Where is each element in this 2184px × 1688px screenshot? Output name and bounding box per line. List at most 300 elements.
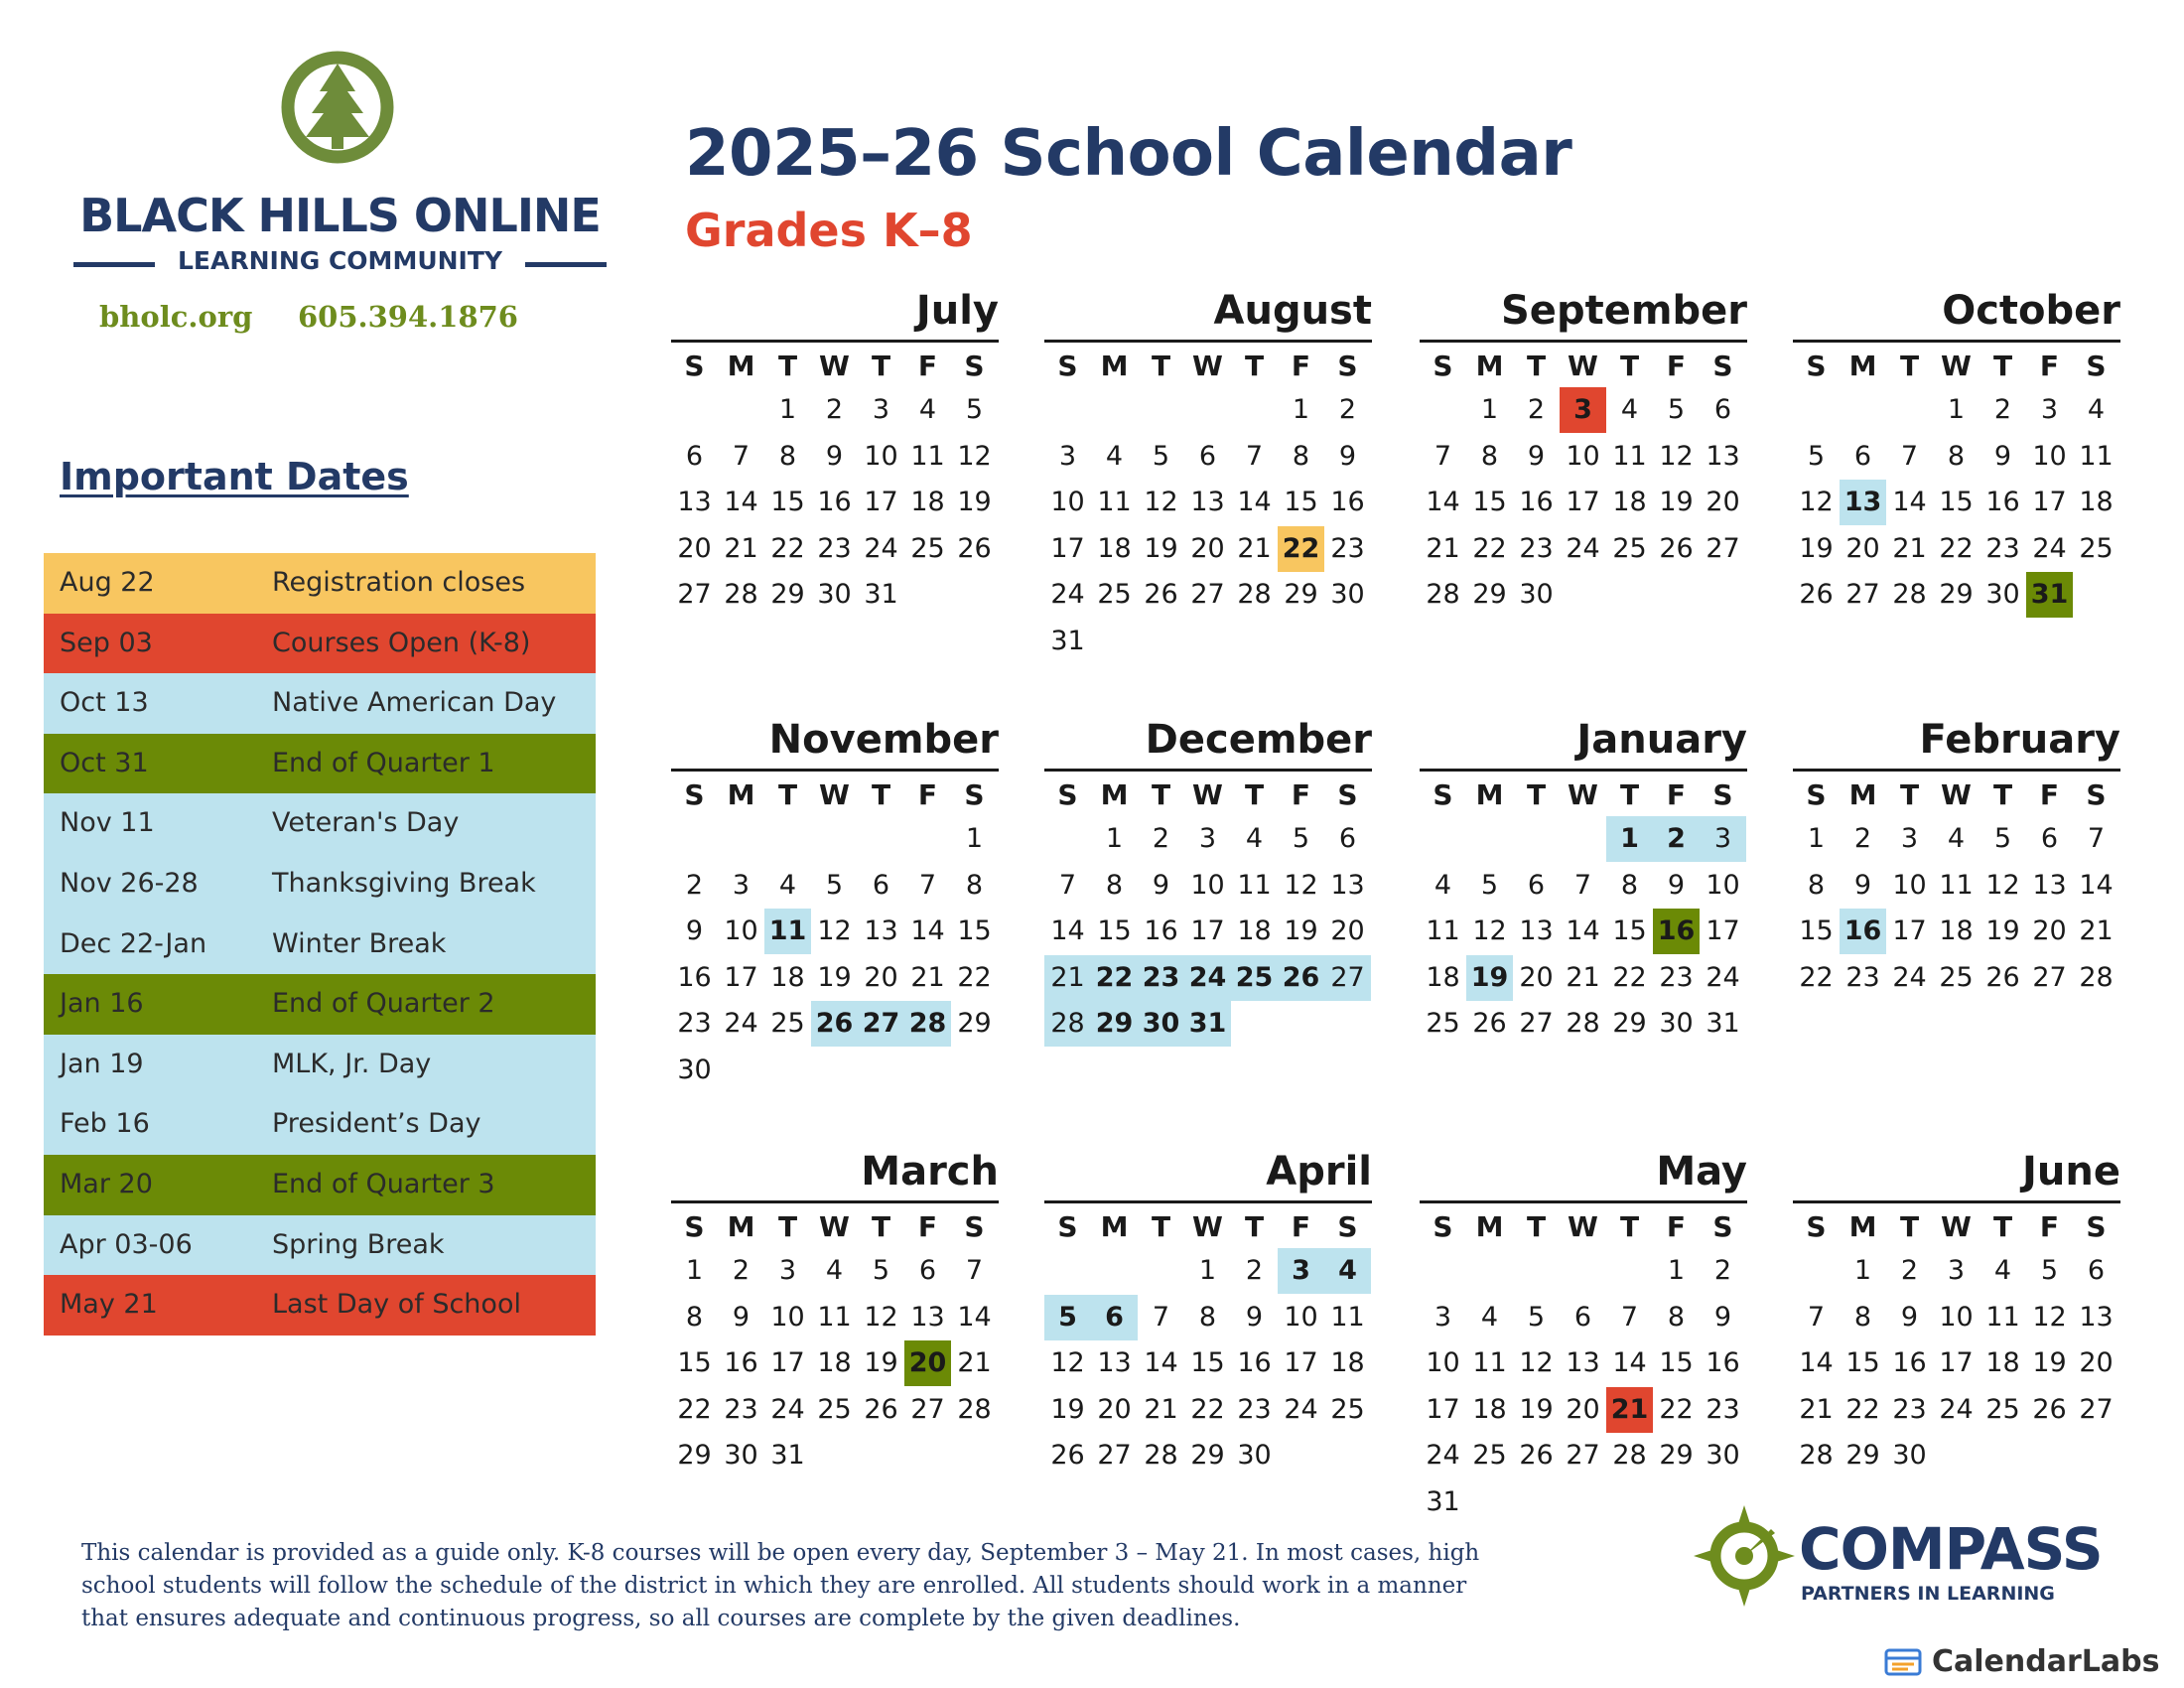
month-name: July (915, 288, 999, 334)
day-cell: 22 (1472, 532, 1507, 564)
day-cell: 2 (1993, 394, 2012, 425)
weekday-label: F (2039, 1210, 2060, 1243)
month-name: September (1501, 288, 1747, 334)
day-cell: 29 (1939, 579, 1974, 610)
weekday-label: S (1057, 350, 1078, 382)
day-cell: 8 (1807, 869, 1826, 901)
day-cell: 22 (957, 961, 992, 993)
day-cell-highlighted: 13 (1840, 480, 1886, 525)
day-cell: 24 (724, 1008, 758, 1039)
weekday-label: M (727, 778, 755, 811)
day-cell: 20 (2079, 1347, 2114, 1378)
weekday-header (671, 773, 999, 818)
day-cell: 23 (1985, 532, 2020, 564)
month-divider (1793, 1200, 2120, 1203)
day-cell: 24 (1566, 532, 1600, 564)
divider-right (525, 262, 607, 267)
weekday-label: F (1666, 350, 1687, 382)
day-cell: 1 (1807, 823, 1826, 854)
day-cell: 17 (2032, 487, 2067, 517)
day-cell: 24 (1050, 579, 1085, 610)
day-cell: 25 (1472, 1440, 1507, 1471)
day-cell: 3 (1058, 440, 1077, 472)
day-cell: 20 (1519, 961, 1554, 993)
day-cell: 26 (1144, 579, 1178, 610)
day-cell: 11 (2079, 440, 2114, 472)
day-cell: 16 (1706, 1347, 1740, 1378)
day-cell: 12 (1050, 1347, 1085, 1378)
day-cell: 24 (864, 532, 898, 564)
day-cell: 27 (2032, 961, 2067, 993)
day-cell: 10 (1706, 869, 1740, 901)
day-cell: 7 (732, 440, 751, 472)
day-cell: 13 (1566, 1347, 1600, 1378)
day-cell: 11 (1939, 869, 1974, 901)
day-cell: 23 (1659, 961, 1694, 993)
weekday-header (671, 1204, 999, 1250)
day-cell-highlighted: 21 (1044, 955, 1091, 1001)
important-date-description: Last Day of School (272, 1289, 521, 1321)
weekday-label: F (2039, 350, 2060, 382)
day-cell: 23 (1706, 1393, 1740, 1425)
day-cell: 5 (1527, 1301, 1546, 1333)
day-cell: 5 (1993, 823, 2012, 854)
day-cell: 12 (1472, 915, 1507, 946)
day-cell: 27 (677, 579, 712, 610)
weekday-label: F (1666, 1210, 1687, 1243)
day-cell: 20 (1330, 915, 1365, 946)
day-cell: 4 (1433, 869, 1452, 901)
day-cell: 11 (1426, 915, 1460, 946)
day-cell: 31 (1426, 1485, 1460, 1517)
weekday-label: S (1057, 778, 1078, 811)
day-cell: 30 (1519, 579, 1554, 610)
day-cell: 15 (1939, 487, 1974, 517)
day-cell: 1 (1105, 823, 1124, 854)
day-cell-highlighted: 3 (1560, 387, 1606, 433)
compass-icon (1692, 1503, 1797, 1609)
day-cell: 28 (724, 579, 758, 610)
day-cell: 19 (1284, 915, 1318, 946)
day-cell: 6 (872, 869, 890, 901)
weekday-header (1420, 344, 1747, 389)
day-cell: 7 (965, 1255, 984, 1286)
weekday-label: S (1806, 778, 1827, 811)
weekday-label: M (1100, 350, 1129, 382)
day-cell: 11 (817, 1301, 852, 1333)
day-cell: 9 (1152, 869, 1170, 901)
day-cell: 3 (1900, 823, 1919, 854)
weekday-label: S (1712, 778, 1733, 811)
day-cell: 3 (872, 394, 890, 425)
day-cell: 19 (1144, 532, 1178, 564)
weekday-label: S (684, 778, 705, 811)
day-cell-highlighted: 5 (1044, 1295, 1091, 1340)
day-cell: 18 (2079, 487, 2114, 517)
day-cell: 10 (1892, 869, 1927, 901)
important-date: Mar 20 (60, 1168, 153, 1199)
day-cell: 7 (1245, 440, 1264, 472)
month-name: October (1942, 288, 2120, 334)
important-date-description: Courses Open (K-8) (272, 627, 531, 658)
day-cell: 22 (1612, 961, 1647, 993)
day-cell: 3 (1433, 1301, 1452, 1333)
day-cell: 24 (770, 1393, 805, 1425)
weekday-label: S (1712, 1210, 1733, 1243)
day-cell: 4 (825, 1255, 844, 1286)
weekday-label: W (819, 350, 850, 382)
weekday-label: T (1619, 350, 1640, 382)
weekday-label: F (1291, 1210, 1311, 1243)
day-cell: 14 (1237, 487, 1272, 517)
day-cell: 9 (1900, 1301, 1919, 1333)
month-name: January (1576, 717, 1747, 763)
day-cell: 30 (1330, 579, 1365, 610)
weekday-label: M (1848, 1210, 1877, 1243)
important-date: Oct 13 (60, 687, 149, 719)
day-cell: 31 (770, 1440, 805, 1471)
page-subtitle: Grades K–8 (685, 204, 973, 257)
day-cell: 9 (1853, 869, 1872, 901)
day-cell: 26 (1659, 532, 1694, 564)
day-cell: 23 (1892, 1393, 1927, 1425)
weekday-label: T (1992, 778, 2013, 811)
day-cell: 10 (2032, 440, 2067, 472)
weekday-label: T (1526, 350, 1547, 382)
weekday-label: S (1806, 1210, 1827, 1243)
weekday-label: W (819, 778, 850, 811)
weekday-label: S (1433, 350, 1453, 382)
day-cell: 20 (1845, 532, 1880, 564)
weekday-label: T (1151, 778, 1171, 811)
day-cell: 20 (2032, 915, 2067, 946)
weekday-label: F (1291, 778, 1311, 811)
day-cell: 7 (918, 869, 937, 901)
day-cell: 3 (1198, 823, 1217, 854)
day-cell: 10 (1284, 1301, 1318, 1333)
weekday-label: S (1337, 1210, 1358, 1243)
weekday-header (1420, 1204, 1747, 1250)
day-cell: 14 (1144, 1347, 1178, 1378)
month-divider (1793, 769, 2120, 772)
phone-number: 605.394.1876 (298, 300, 518, 334)
day-cell: 20 (864, 961, 898, 993)
day-cell: 17 (864, 487, 898, 517)
day-cell: 23 (724, 1393, 758, 1425)
day-cell: 7 (2087, 823, 2106, 854)
day-cell: 12 (1144, 487, 1178, 517)
day-cell: 15 (770, 487, 805, 517)
day-cell: 8 (965, 869, 984, 901)
day-cell: 23 (1237, 1393, 1272, 1425)
weekday-label: W (1941, 778, 1972, 811)
day-cell: 18 (1939, 915, 1974, 946)
day-cell: 29 (1472, 579, 1507, 610)
day-cell: 2 (1338, 394, 1357, 425)
day-cell: 29 (1612, 1008, 1647, 1039)
day-cell: 8 (1620, 869, 1639, 901)
weekday-label: T (1619, 778, 1640, 811)
day-cell: 27 (2079, 1393, 2114, 1425)
day-cell-highlighted: 3 (1700, 816, 1746, 862)
day-cell: 18 (1612, 487, 1647, 517)
day-cell-highlighted: 16 (1840, 909, 1886, 954)
important-date-description: End of Quarter 1 (272, 747, 495, 778)
weekday-label: W (1192, 350, 1223, 382)
day-cell: 3 (2040, 394, 2059, 425)
day-cell: 16 (1144, 915, 1178, 946)
day-cell: 15 (1659, 1347, 1694, 1378)
day-cell: 11 (910, 440, 945, 472)
important-date: Oct 31 (60, 747, 149, 778)
day-cell: 19 (1050, 1393, 1085, 1425)
weekday-header (1793, 773, 2120, 818)
weekday-label: T (1244, 778, 1265, 811)
day-cell: 7 (1620, 1301, 1639, 1333)
day-cell: 22 (677, 1393, 712, 1425)
day-cell: 18 (1237, 915, 1272, 946)
day-cell: 10 (724, 915, 758, 946)
weekday-label: F (1291, 350, 1311, 382)
month-name: November (768, 717, 999, 763)
day-cell: 12 (957, 440, 992, 472)
website-link[interactable]: bholc.org (99, 300, 253, 334)
day-cell: 23 (1519, 532, 1554, 564)
month-divider (1044, 340, 1372, 343)
calendarlabs-wordmark: CalendarLabs (1932, 1644, 2160, 1679)
weekday-header (1044, 344, 1372, 389)
weekday-label: S (1712, 350, 1733, 382)
day-cell: 11 (1985, 1301, 2020, 1333)
calendarlabs-logo (1884, 1644, 2160, 1680)
day-cell: 21 (957, 1347, 992, 1378)
day-cell: 27 (1190, 579, 1225, 610)
day-cell-highlighted: 28 (904, 1001, 951, 1047)
important-date-row (44, 1215, 596, 1276)
day-cell: 13 (1330, 869, 1365, 901)
month-january (1420, 717, 1747, 1134)
weekday-label: T (1244, 350, 1265, 382)
day-cell: 30 (1237, 1440, 1272, 1471)
day-cell: 1 (685, 1255, 704, 1286)
weekday-label: M (1100, 778, 1129, 811)
day-cell: 2 (1245, 1255, 1264, 1286)
day-cell: 19 (1659, 487, 1694, 517)
day-cell: 3 (778, 1255, 797, 1286)
month-divider (1044, 1200, 1372, 1203)
day-cell: 27 (1519, 1008, 1554, 1039)
day-cell: 25 (1426, 1008, 1460, 1039)
weekday-label: S (2086, 1210, 2107, 1243)
important-date: Feb 16 (60, 1108, 150, 1140)
day-cell-highlighted: 21 (1606, 1387, 1653, 1433)
day-cell: 9 (1713, 1301, 1732, 1333)
day-cell: 30 (1985, 579, 2020, 610)
day-cell: 1 (778, 394, 797, 425)
day-cell: 21 (724, 532, 758, 564)
day-cell: 10 (864, 440, 898, 472)
day-cell: 3 (1947, 1255, 1966, 1286)
month-divider (671, 1200, 999, 1203)
month-name: February (1919, 717, 2120, 763)
footer-disclaimer: This calendar is provided as a guide only. K-8 courses will be open every day, September 3 – May 21. In most cases, high school students will follow the schedule of the district in which they are enrolled. All students should work in a manner that ensures adequate and continuous progress, so all courses are complete by the given deadlines. (81, 1540, 1480, 1631)
day-cell: 1 (1480, 394, 1499, 425)
day-cell: 1 (1292, 394, 1310, 425)
important-date: May 21 (60, 1289, 158, 1321)
weekday-label: W (1941, 350, 1972, 382)
day-cell: 14 (910, 915, 945, 946)
day-cell: 8 (685, 1301, 704, 1333)
contact-row (99, 300, 556, 340)
weekday-label: M (727, 350, 755, 382)
month-march (671, 1149, 999, 1566)
weekday-label: T (1899, 778, 1920, 811)
day-cell: 25 (817, 1393, 852, 1425)
day-cell: 12 (864, 1301, 898, 1333)
day-cell: 2 (1713, 1255, 1732, 1286)
weekday-label: F (2039, 778, 2060, 811)
day-cell: 26 (864, 1393, 898, 1425)
day-cell: 25 (2079, 532, 2114, 564)
weekday-label: W (1568, 778, 1598, 811)
important-date-row (44, 734, 596, 794)
day-cell: 10 (1050, 487, 1085, 517)
weekday-header (671, 344, 999, 389)
day-cell: 19 (957, 487, 992, 517)
day-cell: 10 (1426, 1347, 1460, 1378)
day-cell: 5 (965, 394, 984, 425)
day-cell: 14 (724, 487, 758, 517)
day-cell: 20 (677, 532, 712, 564)
day-cell: 29 (1190, 1440, 1225, 1471)
day-cell: 14 (1566, 915, 1600, 946)
day-cell: 19 (817, 961, 852, 993)
day-cell: 25 (1330, 1393, 1365, 1425)
day-cell-highlighted: 29 (1091, 1001, 1138, 1047)
day-cell: 15 (1190, 1347, 1225, 1378)
day-cell: 24 (2032, 532, 2067, 564)
day-cell-highlighted: 31 (1184, 1001, 1231, 1047)
day-cell: 2 (1900, 1255, 1919, 1286)
day-cell: 25 (770, 1008, 805, 1039)
weekday-label: S (1337, 350, 1358, 382)
day-cell: 30 (1706, 1440, 1740, 1471)
day-cell: 14 (957, 1301, 992, 1333)
org-subname: LEARNING COMMUNITY (177, 246, 502, 275)
day-cell: 9 (1993, 440, 2012, 472)
weekday-label: T (1899, 1210, 1920, 1243)
weekday-label: W (1941, 1210, 1972, 1243)
day-cell-highlighted: 27 (1324, 955, 1371, 1001)
weekday-label: W (1568, 350, 1598, 382)
month-name: August (1213, 288, 1372, 334)
day-cell: 5 (1667, 394, 1686, 425)
important-date-row (44, 1094, 596, 1155)
day-cell: 13 (910, 1301, 945, 1333)
compass-logo (1692, 1503, 2128, 1613)
day-cell: 8 (778, 440, 797, 472)
weekday-label: T (1619, 1210, 1640, 1243)
day-cell: 25 (1612, 532, 1647, 564)
day-cell: 13 (864, 915, 898, 946)
weekday-label: S (1433, 1210, 1453, 1243)
day-cell: 9 (1527, 440, 1546, 472)
important-date-description: End of Quarter 2 (272, 988, 495, 1020)
day-cell-highlighted: 30 (1138, 1001, 1184, 1047)
month-december (1044, 717, 1372, 1134)
day-cell: 1 (1667, 1255, 1686, 1286)
day-cell: 5 (1480, 869, 1499, 901)
page-title: 2025–26 School Calendar (685, 117, 1572, 191)
important-date-row (44, 854, 596, 914)
day-cell: 9 (1667, 869, 1686, 901)
day-cell: 4 (1620, 394, 1639, 425)
day-cell: 12 (1799, 487, 1834, 517)
day-cell: 24 (1426, 1440, 1460, 1471)
day-cell: 19 (2032, 1347, 2067, 1378)
day-cell: 24 (1939, 1393, 1974, 1425)
day-cell: 29 (957, 1008, 992, 1039)
day-cell: 2 (685, 869, 704, 901)
day-cell: 3 (732, 869, 751, 901)
day-cell: 4 (1245, 823, 1264, 854)
weekday-label: T (777, 1210, 798, 1243)
important-date-description: President’s Day (272, 1108, 481, 1140)
day-cell: 22 (1845, 1393, 1880, 1425)
month-divider (1044, 769, 1372, 772)
day-cell: 7 (1058, 869, 1077, 901)
day-cell: 21 (2079, 915, 2114, 946)
day-cell: 10 (1566, 440, 1600, 472)
month-july (671, 288, 999, 705)
day-cell: 30 (1892, 1440, 1927, 1471)
day-cell: 12 (2032, 1301, 2067, 1333)
day-cell: 4 (1993, 1255, 2012, 1286)
day-cell: 14 (1892, 487, 1927, 517)
weekday-label: F (917, 778, 938, 811)
important-date-row (44, 974, 596, 1035)
day-cell: 28 (1566, 1008, 1600, 1039)
day-cell: 17 (1190, 915, 1225, 946)
day-cell: 27 (1097, 1440, 1132, 1471)
weekday-label: M (1475, 778, 1504, 811)
important-dates-table (44, 553, 596, 1336)
day-cell: 29 (1845, 1440, 1880, 1471)
day-cell: 21 (1892, 532, 1927, 564)
day-cell: 6 (1853, 440, 1872, 472)
day-cell: 13 (1706, 440, 1740, 472)
day-cell: 21 (1237, 532, 1272, 564)
day-cell: 4 (1105, 440, 1124, 472)
day-cell-highlighted: 3 (1278, 1248, 1324, 1294)
month-august (1044, 288, 1372, 705)
compass-wordmark: COMPASS (1799, 1515, 2103, 1583)
day-cell: 6 (1713, 394, 1732, 425)
day-cell: 6 (918, 1255, 937, 1286)
important-date-description: Winter Break (272, 927, 447, 959)
day-cell: 16 (677, 961, 712, 993)
day-cell: 6 (2040, 823, 2059, 854)
day-cell: 14 (1612, 1347, 1647, 1378)
important-date: Dec 22-Jan (60, 927, 207, 959)
day-cell: 12 (1985, 869, 2020, 901)
day-cell: 16 (1985, 487, 2020, 517)
day-cell: 17 (1050, 532, 1085, 564)
day-cell: 28 (1799, 1440, 1834, 1471)
day-cell: 11 (1237, 869, 1272, 901)
day-cell: 22 (1799, 961, 1834, 993)
day-cell: 2 (1152, 823, 1170, 854)
